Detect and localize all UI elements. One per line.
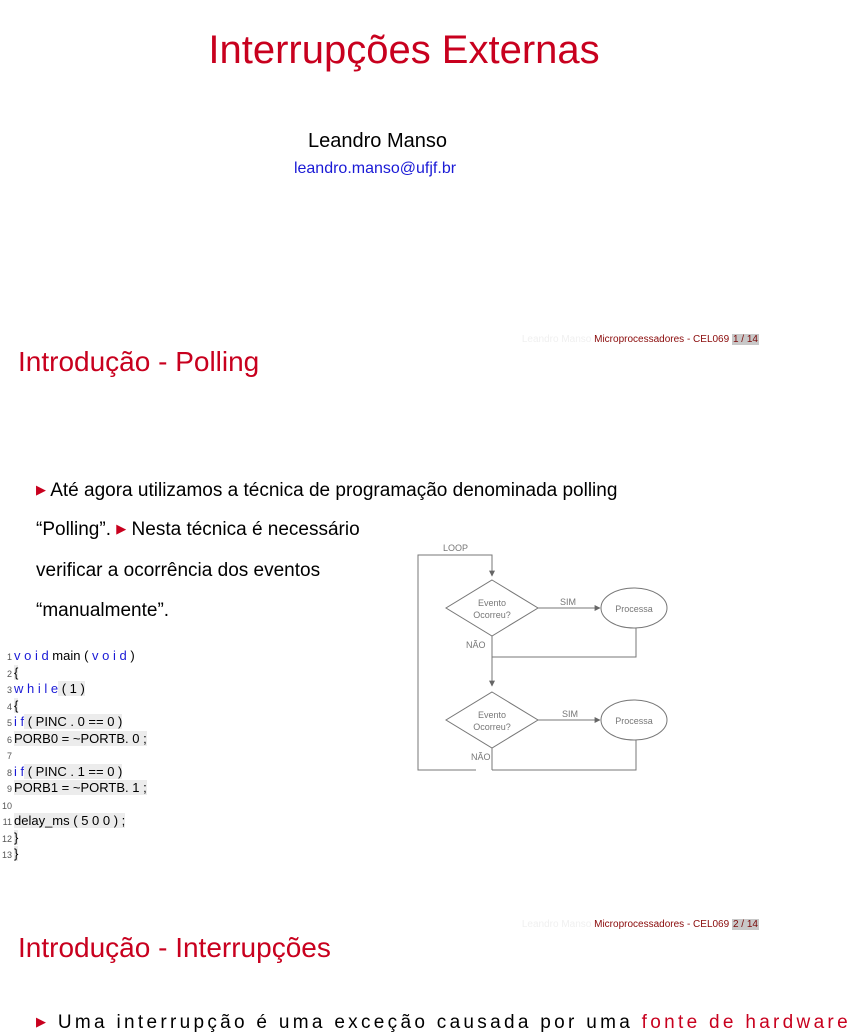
line-number: 8: [6, 767, 12, 778]
code-text: ( PINC . 1 == 0 ): [24, 763, 123, 779]
no-label-1: NÃO: [466, 640, 486, 650]
footer-author: Leandro Manso: [521, 334, 592, 345]
bullet-item: [36, 480, 617, 502]
line-number: 1: [6, 652, 12, 662]
slide-footer: [522, 919, 759, 930]
bullet-triangle-icon: ▶: [36, 482, 46, 497]
code-keyword: i f: [14, 763, 25, 779]
line-number: 6: [6, 734, 12, 745]
code-line: [0, 764, 147, 781]
polling-flowchart: [414, 540, 674, 776]
code-line: [0, 797, 147, 814]
section-title: Introdução - Interrupções: [18, 932, 331, 963]
line-number: 3: [6, 685, 12, 695]
code-keyword: v o i d: [92, 648, 127, 663]
code-line: [0, 747, 147, 764]
code-text: main (: [48, 648, 93, 663]
section-title: Introdução - Polling: [18, 346, 260, 377]
code-line: [0, 648, 147, 665]
code-text: }: [14, 829, 19, 845]
bullet-text: “Polling”.: [36, 519, 111, 540]
line-number: 9: [6, 784, 12, 794]
line-number: 5: [6, 718, 12, 728]
decision-diamond-1: [446, 580, 538, 636]
code-line: [0, 830, 147, 847]
no-label-2: NÃO: [471, 752, 491, 762]
bullet-text: Nesta técnica é necessário: [131, 519, 360, 540]
loop-label: LOOP: [443, 543, 469, 553]
code-line: [0, 731, 147, 748]
return-line-2: [492, 740, 636, 770]
decision-1-label: Ocorreu?: [473, 610, 511, 620]
code-text: delay_ms ( 5 0 0 ) ;: [14, 813, 126, 828]
line-number: 4: [6, 701, 12, 712]
code-line: [0, 698, 147, 715]
code-keyword: i f: [14, 714, 25, 729]
code-text: ): [126, 648, 135, 663]
code-text: ( 1 ): [58, 681, 85, 696]
code-line: [0, 714, 147, 731]
code-text: {: [14, 697, 19, 713]
footer-course: Microprocessadores - CEL069: [594, 919, 730, 930]
author-name: Leandro Manso: [308, 130, 447, 152]
yes-label-2: SIM: [561, 709, 579, 719]
decision-diamond-2: [446, 692, 538, 748]
code-text: ( PINC . 0 == 0 ): [24, 714, 123, 729]
code-text: PORB0 = ~PORTB. 0 ;: [14, 730, 147, 746]
decision-2-label: Ocorreu?: [473, 722, 511, 732]
highlight-text: fonte de hardware: [641, 1012, 851, 1033]
yes-label-1: SIM: [559, 597, 577, 607]
bullet-text: Uma interrupção é uma exceção causada por uma: [57, 1012, 642, 1033]
code-text: {: [14, 664, 19, 680]
line-number: 11: [2, 817, 12, 827]
code-keyword: w h i l e: [14, 681, 59, 696]
bullet-item: [36, 519, 360, 541]
code-keyword: v o i d: [14, 648, 49, 663]
bullet-item: [36, 1012, 851, 1034]
slide-footer: [522, 334, 759, 345]
bullet-text-line: verificar a ocorrência dos eventos: [36, 560, 321, 581]
decision-2-label: Evento: [477, 710, 507, 720]
bullet-text-line: “manualmente”.: [36, 600, 170, 621]
footer-page: 1 / 14: [732, 334, 758, 345]
process-1-label: Processa: [615, 604, 653, 614]
line-number: 10: [1, 800, 12, 811]
return-line-1: [492, 628, 636, 657]
line-number: 13: [1, 850, 12, 860]
code-line: [0, 780, 147, 797]
code-line: [0, 681, 147, 698]
bullet-triangle-icon: ▶: [116, 521, 127, 536]
author-email[interactable]: leandro.manso@ufjf.br: [293, 160, 457, 177]
footer-author: Leandro Manso: [521, 919, 592, 930]
code-listing: [0, 648, 147, 863]
code-text: }: [14, 846, 19, 861]
process-2-label: Processa: [615, 716, 653, 726]
line-number: 12: [1, 833, 12, 844]
line-number: 7: [6, 751, 12, 761]
bullet-triangle-icon: ▶: [36, 1014, 50, 1029]
line-number: 2: [6, 668, 12, 679]
footer-course: Microprocessadores - CEL069: [594, 334, 730, 345]
bullet-text: Até agora utilizamos a técnica de programação denominada polling: [50, 480, 618, 501]
code-text: PORB1 = ~PORTB. 1 ;: [14, 780, 147, 795]
code-line: [0, 665, 147, 682]
code-line: [0, 846, 147, 863]
slide-title: Interrupções Externas: [208, 28, 600, 72]
code-line: [0, 813, 147, 830]
decision-1-label: Evento: [477, 598, 507, 608]
footer-page: 2 / 14: [732, 919, 758, 930]
